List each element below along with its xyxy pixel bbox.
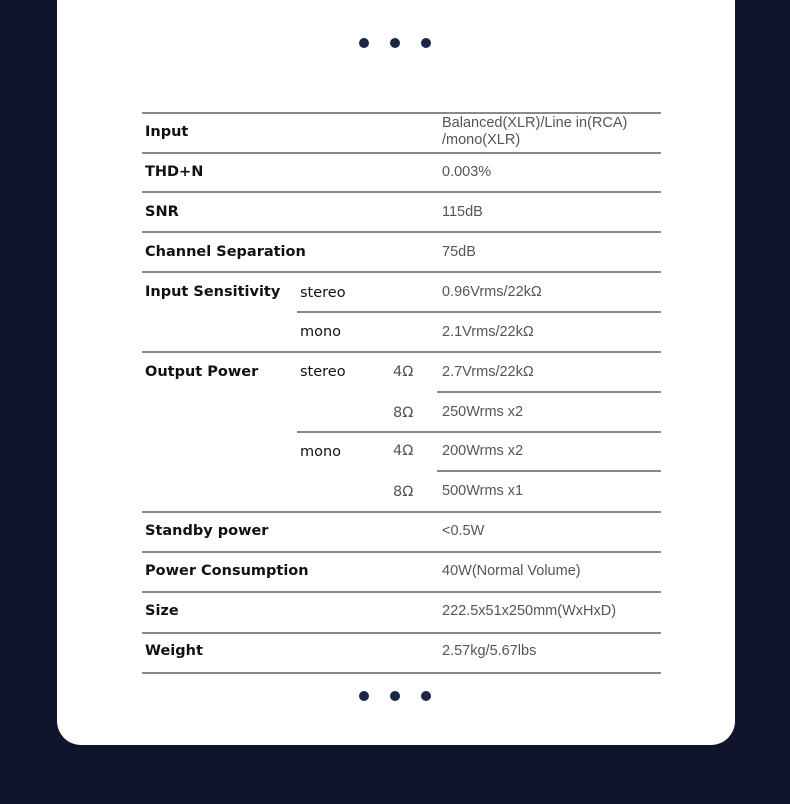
pagination-dots-bottom bbox=[357, 691, 433, 701]
table-rule bbox=[297, 431, 661, 433]
spec-load-mono-8ohm: 8Ω bbox=[393, 484, 414, 500]
spec-sublabel-output-mono: mono bbox=[300, 444, 342, 460]
table-rule bbox=[142, 231, 661, 233]
spec-value-output-mono-4ohm: 200Wrms x2 bbox=[442, 443, 524, 459]
table-rule bbox=[142, 191, 661, 193]
table-rule bbox=[142, 152, 661, 154]
spec-label-output-power: Output Power bbox=[145, 364, 259, 380]
spec-sublabel-output-stereo: stereo bbox=[300, 364, 346, 380]
table-rule bbox=[142, 591, 661, 593]
table-rule bbox=[297, 311, 661, 313]
spec-value-output-stereo-8ohm: 250Wrms x2 bbox=[442, 404, 524, 420]
spec-value-thd: 0.003% bbox=[442, 164, 492, 180]
spec-value-power-consumption: 40W(Normal Volume) bbox=[442, 563, 581, 579]
spec-value-sensitivity-mono: 2.1Vrms/22kΩ bbox=[442, 324, 534, 340]
table-rule bbox=[142, 271, 661, 273]
spec-label-power-consumption: Power Consumption bbox=[145, 563, 309, 579]
spec-label-size: Size bbox=[145, 603, 179, 619]
dot-indicator bbox=[359, 691, 369, 701]
spec-load-stereo-4ohm: 4Ω bbox=[393, 364, 414, 380]
spec-value-sensitivity-stereo: 0.96Vrms/22kΩ bbox=[442, 284, 542, 300]
table-rule bbox=[437, 470, 661, 472]
spec-label-standby-power: Standby power bbox=[145, 523, 269, 539]
spec-label-input: Input bbox=[145, 124, 189, 140]
spec-label-thd: THD+N bbox=[145, 164, 204, 180]
table-rule bbox=[142, 112, 661, 114]
spec-value-size: 222.5x51x250mm(WxHxD) bbox=[442, 603, 617, 619]
spec-value-output-mono-8ohm: 500Wrms x1 bbox=[442, 483, 524, 499]
spec-value-output-stereo-4ohm: 2.7Vrms/22kΩ bbox=[442, 364, 534, 380]
table-rule bbox=[142, 511, 661, 513]
dot-indicator bbox=[421, 691, 431, 701]
table-rule bbox=[142, 551, 661, 553]
spec-label-input-sensitivity: Input Sensitivity bbox=[145, 284, 281, 300]
table-rule bbox=[142, 351, 661, 353]
spec-value-input-line1: Balanced(XLR)/Line in(RCA) bbox=[442, 115, 628, 131]
spec-label-snr: SNR bbox=[145, 204, 179, 220]
table-rule bbox=[142, 632, 661, 634]
spec-sublabel-sensitivity-mono: mono bbox=[300, 324, 342, 340]
table-rule bbox=[142, 672, 661, 674]
spec-value-weight: 2.57kg/5.67lbs bbox=[442, 643, 537, 659]
spec-value-standby-power: <0.5W bbox=[442, 523, 485, 539]
spec-value-channel-separation: 75dB bbox=[442, 244, 476, 260]
spec-label-weight: Weight bbox=[145, 643, 203, 659]
spec-sublabel-sensitivity-stereo: stereo bbox=[300, 285, 346, 301]
table-rule bbox=[437, 391, 661, 393]
spec-value-snr: 115dB bbox=[442, 204, 483, 220]
spec-value-input-line2: /mono(XLR) bbox=[442, 132, 521, 148]
spec-load-stereo-8ohm: 8Ω bbox=[393, 405, 414, 421]
spec-load-mono-4ohm: 4Ω bbox=[393, 443, 414, 459]
spec-label-channel-separation: Channel Separation bbox=[145, 244, 306, 260]
dot-indicator bbox=[390, 691, 400, 701]
